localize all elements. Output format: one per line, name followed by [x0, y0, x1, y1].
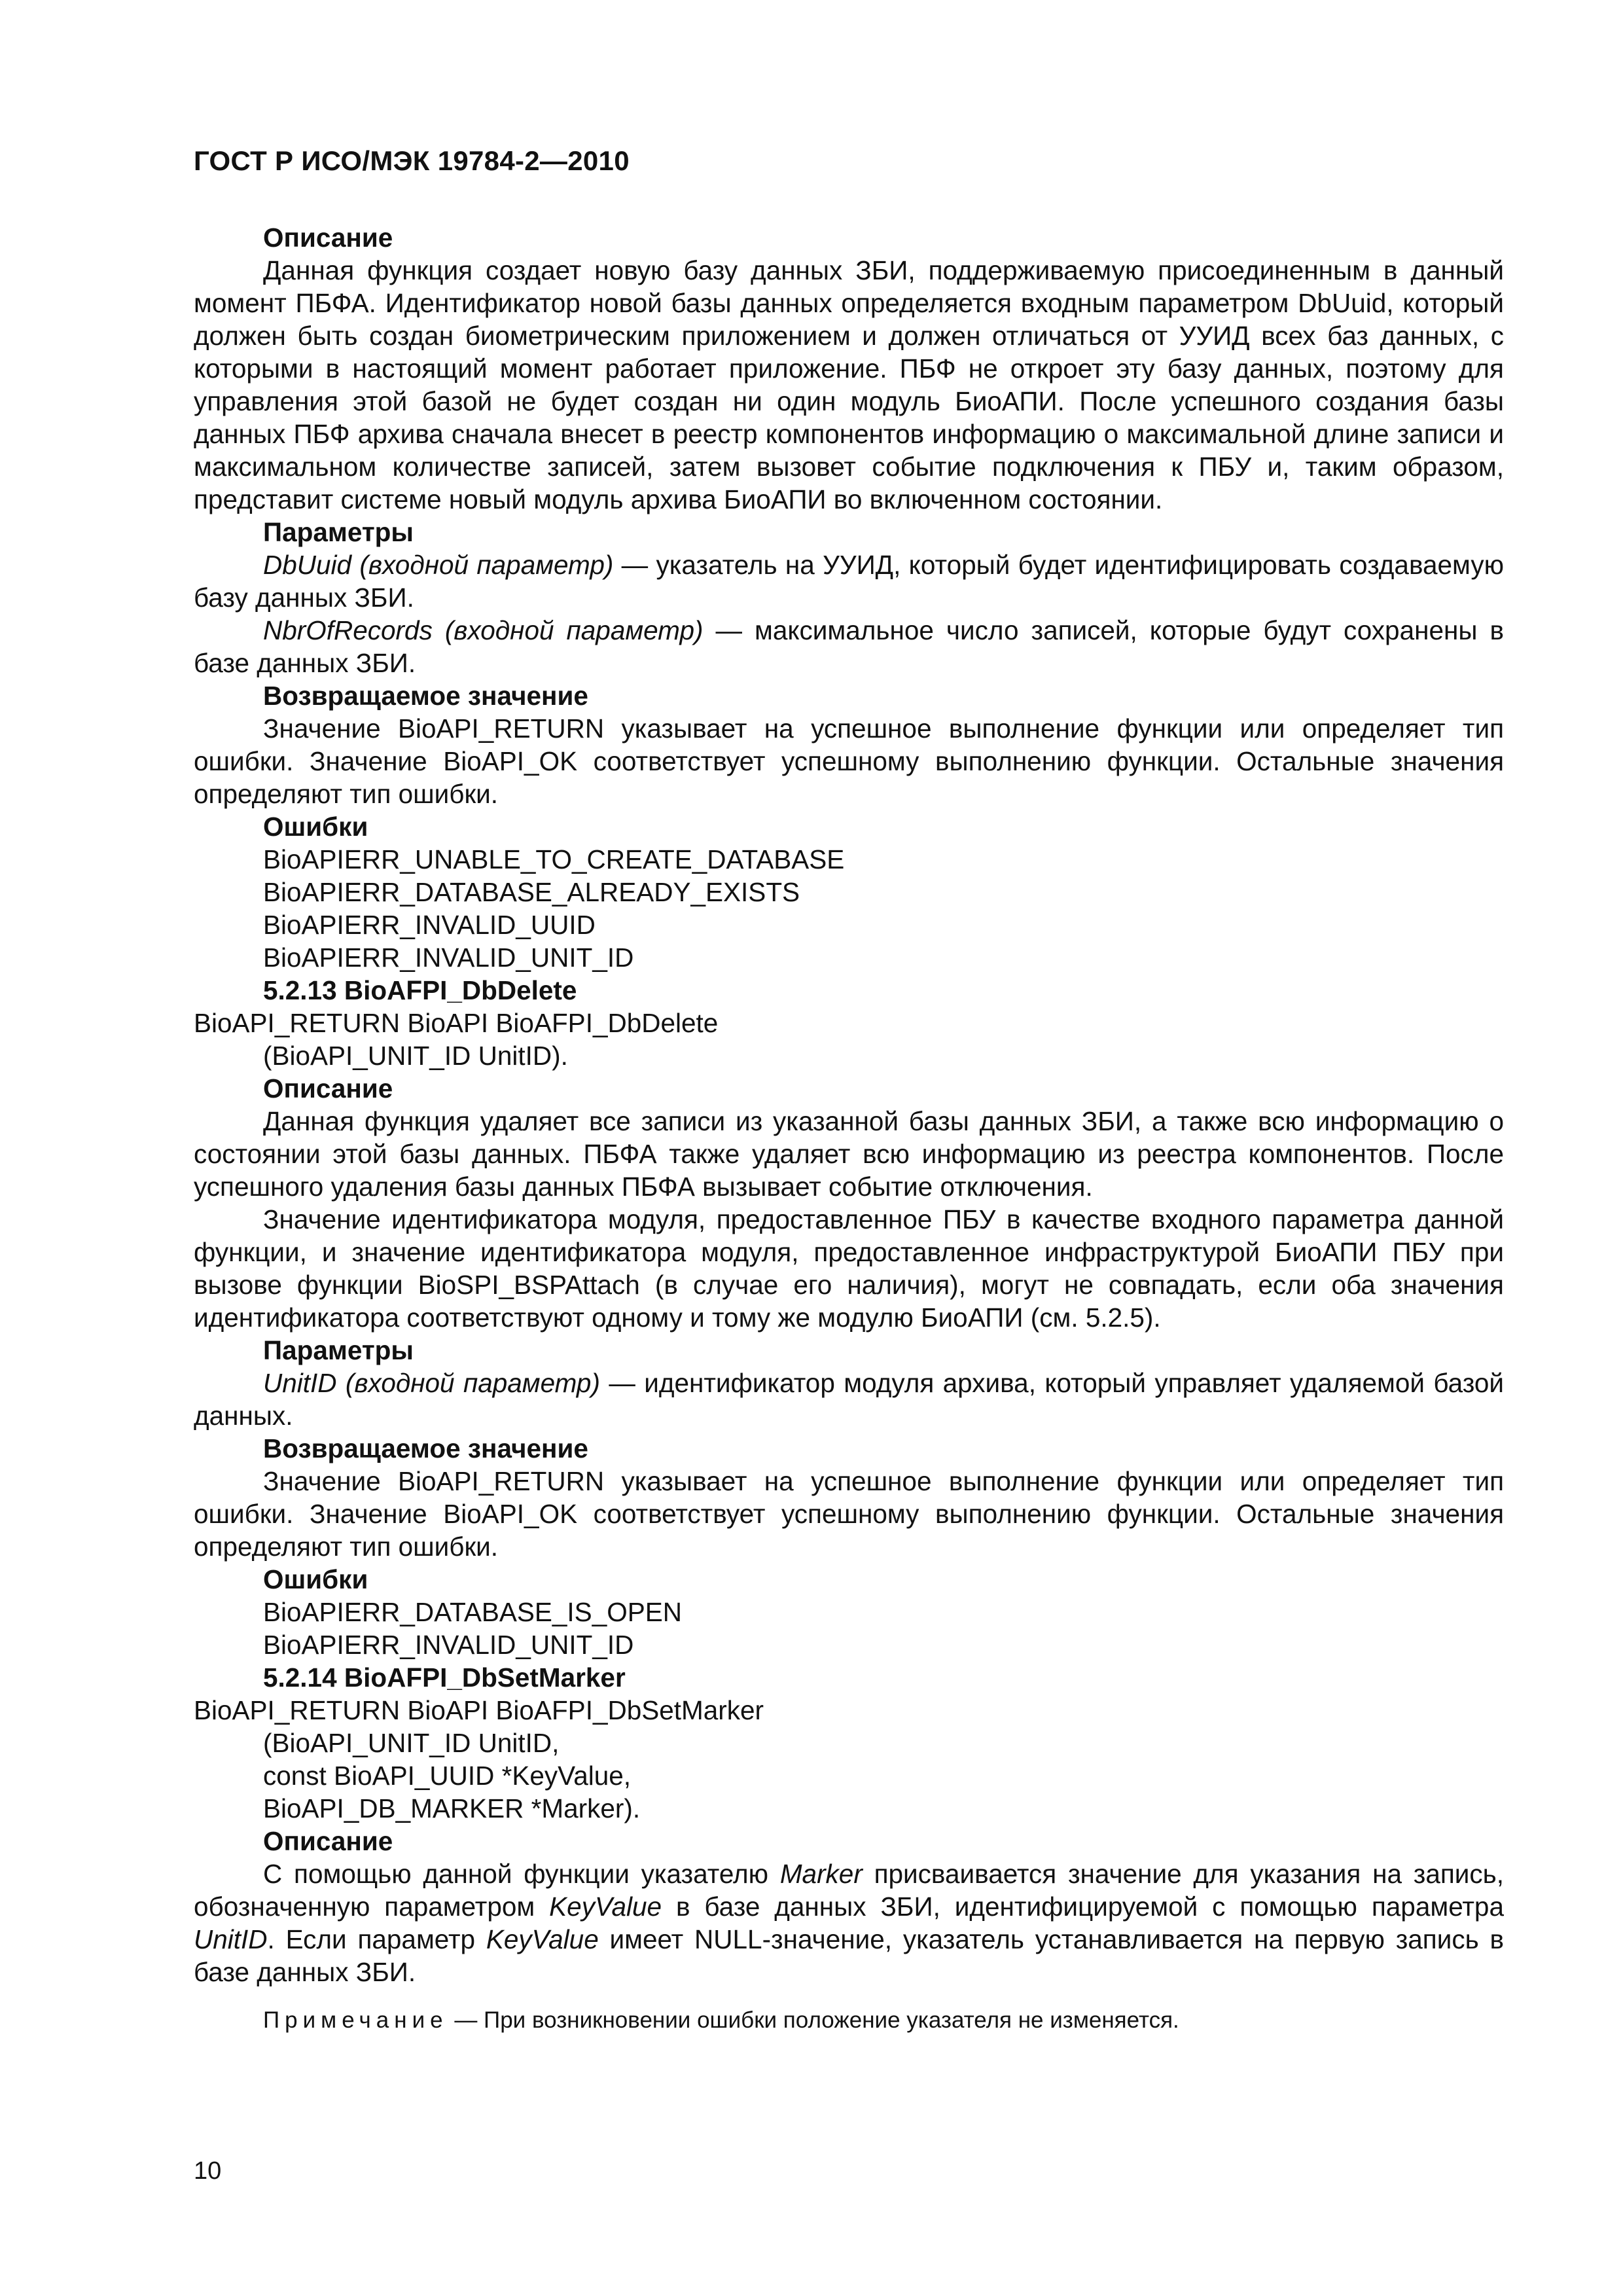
paragraph: Значение BioAPI_RETURN указывает на успешное выполнение функции или определяет тип ошибки. Значение BioAPI_OK соответствует успешному выполнению функции. Остальные значения определяют тип ошибки. — [194, 1466, 1504, 1562]
section-title: 5.2.13 BioAFPI_DbDelete — [263, 975, 577, 1005]
paragraph: Значение BioAPI_RETURN указывает на успешное выполнение функции или определяет тип ошибки. Значение BioAPI_OK соответствует успешному выполнению функции. Остальные значения определяют тип ошибки. — [194, 713, 1504, 809]
error-code: BioAPIERR_DATABASE_ALREADY_EXISTS — [263, 877, 800, 907]
error-code: BioAPIERR_INVALID_UNIT_ID — [263, 1630, 634, 1660]
error-code: BioAPIERR_UNABLE_TO_CREATE_DATABASE — [263, 844, 845, 874]
function-signature: BioAPI_RETURN BioAPI BioAFPI_DbDelete — [194, 1008, 719, 1038]
text-run: имеет NULL-значение, указатель устанавливается на первую запись в базе данных ЗБИ. — [194, 1924, 1505, 1987]
param-ref: Marker — [779, 1859, 863, 1889]
error-code: BioAPIERR_INVALID_UNIT_ID — [263, 942, 634, 973]
heading-description: Описание — [263, 223, 393, 253]
param-ref: UnitID — [194, 1924, 268, 1954]
text-run: в базе данных ЗБИ, идентифицируемой с помощью параметра — [662, 1892, 1504, 1922]
param-ref: KeyValue — [549, 1892, 662, 1922]
parameter-item — [194, 548, 1504, 614]
function-signature-arg: (BioAPI_UNIT_ID UnitID). — [263, 1041, 568, 1071]
heading-return-value: Возвращаемое значение — [263, 1433, 588, 1463]
heading-errors: Ошибки — [263, 812, 368, 842]
note-text: — При возникновении ошибки положение указателя не изменяется. — [448, 2007, 1179, 2033]
parameter-item — [194, 614, 1504, 679]
parameter-desc: — идентификатор модуля архива, который управляет удаляемой базой данных. — [194, 1368, 1504, 1431]
paragraph: Данная функция создает новую базу данных ЗБИ, поддерживаемую присоединенным в данный момент ПБФА. Идентификатор новой базы данных определяется входным параметром DbUuid, который должен быть создан биометрическим приложением и должен отличаться от УУИД всех баз данных, с которыми в настоящий момент работает приложение. ПБФ не откроет эту базу данных, поэтому для управления этой базой не будет создан ни один модуль БиоАПИ. После успешного создания базы данных ПБФ архива сначала внесет в реестр компонентов информацию о максимальной длине записи и максимальном количестве записей, затем вызовет событие подключения к ПБУ и, таким образом, представит системе новый модуль архива БиоАПИ во включенном состоянии. — [194, 255, 1504, 514]
function-signature-arg: BioAPI_DB_MARKER *Marker). — [263, 1793, 641, 1823]
text-run: присваивается значение для указания на запись, обозначенную параметром — [194, 1859, 1504, 1922]
heading-parameters: Параметры — [263, 517, 414, 547]
section-title: 5.2.14 BioAFPI_DbSetMarker — [263, 1662, 626, 1693]
note — [194, 2004, 1504, 2037]
parameter-name: NbrOfRecords (входной параметр) — [263, 615, 704, 645]
heading-description: Описание — [263, 1826, 393, 1856]
heading-return-value: Возвращаемое значение — [263, 681, 588, 711]
page-header: ГОСТ Р ИСО/МЭК 19784-2—2010 — [194, 145, 630, 176]
paragraph: Значение идентификатора модуля, предоставленное ПБУ в качестве входного параметра данной функции, и значение идентификатора модуля, предоставленное инфраструктурой БиоАПИ ПБУ при вызове функции BioSPI_BSPAttach (в случае его наличия), могут не совпадать, если оба значения идентификатора соответствуют одному и тому же модулю БиоАПИ (см. 5.2.5). — [194, 1204, 1504, 1333]
page-content — [194, 221, 1504, 2037]
paragraph — [194, 1857, 1504, 1988]
note-label: Примечание — [263, 2007, 448, 2033]
error-code: BioAPIERR_INVALID_UUID — [263, 910, 596, 940]
function-signature: BioAPI_RETURN BioAPI BioAFPI_DbSetMarker — [194, 1695, 764, 1725]
parameter-name: UnitID (входной параметр) — [263, 1368, 600, 1398]
parameter-desc: — максимальное число записей, которые будут сохранены в базе данных ЗБИ. — [194, 615, 1504, 678]
error-code: BioAPIERR_DATABASE_IS_OPEN — [263, 1597, 682, 1627]
heading-errors: Ошибки — [263, 1564, 368, 1594]
heading-parameters: Параметры — [263, 1335, 414, 1365]
param-ref: KeyValue — [486, 1924, 599, 1954]
parameter-item — [194, 1367, 1504, 1432]
function-signature-arg: const BioAPI_UUID *KeyValue, — [263, 1761, 632, 1791]
parameter-name: DbUuid (входной параметр) — [263, 550, 614, 580]
function-signature-arg: (BioAPI_UNIT_ID UnitID, — [263, 1728, 560, 1758]
text-run: . Если параметр — [267, 1924, 486, 1954]
text-run: С помощью данной функции указателю — [263, 1859, 780, 1889]
paragraph: Данная функция удаляет все записи из указанной базы данных ЗБИ, а также всю информацию о состоянии этой базы данных. ПБФА также удаляет всю информацию из реестра компонентов. После успешного удаления базы данных ПБФА вызывает событие отключения. — [194, 1106, 1504, 1202]
page-number: 10 — [194, 2157, 222, 2185]
heading-description: Описание — [263, 1073, 393, 1103]
parameter-desc: — указатель на УУИД, который будет идентифицировать создаваемую базу данных ЗБИ. — [194, 550, 1504, 613]
